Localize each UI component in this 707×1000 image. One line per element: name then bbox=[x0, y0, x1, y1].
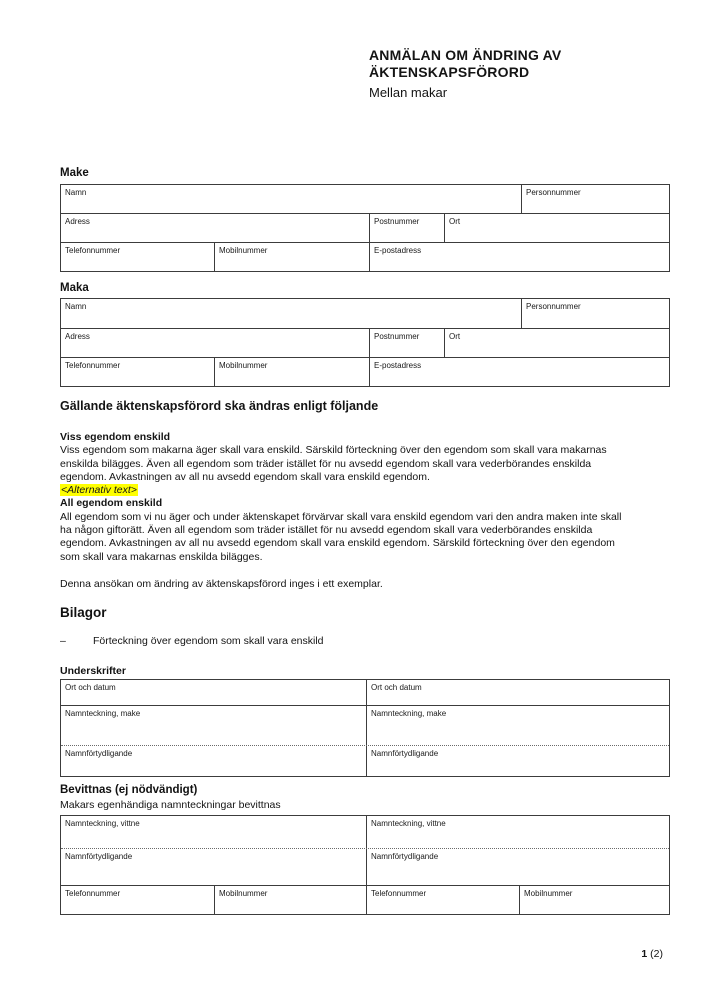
make-field-ort[interactable] bbox=[444, 214, 669, 242]
make-field-personnummer-label: Personnummer bbox=[526, 188, 581, 197]
document-title bbox=[369, 47, 561, 81]
witness-left-telefonnummer-field[interactable] bbox=[61, 886, 214, 914]
make-field-mobilnummer[interactable] bbox=[214, 243, 369, 271]
signature-left-namnfortydligande-field[interactable] bbox=[61, 746, 366, 776]
alternative-text-highlight: <Alternativ text> bbox=[61, 484, 137, 497]
maka-table bbox=[60, 298, 670, 387]
maka-field-ort[interactable] bbox=[444, 329, 669, 357]
title-line-1: ANMÄLAN OM ÄNDRING AV bbox=[369, 47, 562, 63]
document-subtitle: Mellan makar bbox=[369, 85, 448, 100]
bevittnas-heading: Bevittnas (ej nödvändigt) bbox=[60, 784, 198, 796]
signature-left-namnteckning-field[interactable] bbox=[61, 706, 366, 745]
make-field-telefonnummer-label: Telefonnummer bbox=[65, 246, 121, 255]
signature-right-namnteckning-field[interactable] bbox=[366, 706, 669, 745]
make-field-epostadress[interactable] bbox=[369, 243, 669, 271]
maka-field-mobilnummer-label: Mobilnummer bbox=[219, 361, 268, 370]
maka-field-personnummer[interactable] bbox=[521, 299, 669, 328]
bilagor-item-label: Förteckning över egendom som skall vara enskild bbox=[93, 635, 324, 647]
option1-heading: Viss egendom enskild bbox=[60, 431, 171, 443]
bilagor-heading: Bilagor bbox=[60, 605, 107, 620]
table-row bbox=[61, 848, 669, 885]
option2-paragraph: All egendom som vi nu äger och under äktenskapet förvärvar skall vara enskild egendom vari den andra maken inte skall ha någon giftorätt. Även all egendom som träder istället för nu avsedd egendom skall vara vederbörandes enskilda egendom. Avkastningen av all nu avsedd egendom skall vara enskild egendom. Särskild förteckning över den egendom som skall vara makarnas enskilda bilägges. bbox=[60, 510, 622, 563]
submission-note: Denna ansökan om ändring av äktenskapsförord inges i ett exemplar. bbox=[60, 577, 383, 590]
make-field-ort-label: Ort bbox=[449, 217, 461, 226]
table-row bbox=[61, 213, 669, 242]
signature-left-ort-datum-field[interactable] bbox=[61, 680, 366, 705]
page-number-current: 1 bbox=[641, 948, 648, 960]
make-field-adress-label: Adress bbox=[65, 217, 90, 226]
make-field-mobilnummer-label: Mobilnummer bbox=[219, 246, 268, 255]
witness-right-namnfortydligande-label: Namnförtydligande bbox=[371, 852, 439, 861]
maka-field-adress[interactable] bbox=[61, 329, 369, 357]
make-field-postnummer-label: Postnummer bbox=[374, 217, 420, 226]
maka-field-epostadress-label: E-postadress bbox=[374, 361, 422, 370]
table-row bbox=[61, 299, 669, 328]
witness-right-mobilnummer-label: Mobilnummer bbox=[524, 889, 573, 898]
maka-field-telefonnummer-label: Telefonnummer bbox=[65, 361, 121, 370]
amendment-section bbox=[60, 399, 625, 591]
make-field-namn[interactable] bbox=[61, 185, 521, 213]
maka-section-heading: Maka bbox=[60, 282, 89, 294]
maka-field-epostadress[interactable] bbox=[369, 358, 669, 386]
signature-right-namnteckning-label: Namnteckning, make bbox=[371, 709, 447, 718]
title-line-2: ÄKTENSKAPSFÖRORD bbox=[369, 64, 530, 80]
witness-right-namnteckning-field[interactable] bbox=[366, 816, 669, 848]
make-field-personnummer[interactable] bbox=[521, 185, 669, 213]
witness-left-telefonnummer-label: Telefonnummer bbox=[65, 889, 121, 898]
bilagor-item bbox=[60, 635, 324, 648]
document-header bbox=[369, 47, 561, 100]
maka-field-postnummer-label: Postnummer bbox=[374, 332, 420, 341]
make-field-telefonnummer[interactable] bbox=[61, 243, 214, 271]
witness-left-mobilnummer-label: Mobilnummer bbox=[219, 889, 268, 898]
table-row bbox=[61, 816, 669, 848]
maka-field-telefonnummer[interactable] bbox=[61, 358, 214, 386]
witness-left-mobilnummer-field[interactable] bbox=[214, 886, 366, 914]
table-row bbox=[61, 357, 669, 386]
underskrifter-table bbox=[60, 679, 670, 777]
signature-right-namnfortydligande-label: Namnförtydligande bbox=[371, 749, 439, 758]
underskrifter-heading: Underskrifter bbox=[60, 665, 126, 677]
witness-left-namnteckning-label: Namnteckning, vittne bbox=[65, 819, 140, 828]
maka-field-ort-label: Ort bbox=[449, 332, 461, 341]
table-row bbox=[61, 242, 669, 271]
witness-right-telefonnummer-label: Telefonnummer bbox=[371, 889, 427, 898]
make-field-namn-label: Namn bbox=[65, 188, 87, 197]
table-row bbox=[61, 328, 669, 357]
make-section-heading: Make bbox=[60, 167, 89, 179]
make-table bbox=[60, 184, 670, 272]
witness-right-telefonnummer-field[interactable] bbox=[366, 886, 519, 914]
witness-right-namnfortydligande-field[interactable] bbox=[366, 849, 669, 885]
table-row bbox=[61, 705, 669, 745]
witness-left-namnteckning-field[interactable] bbox=[61, 816, 366, 848]
page-number bbox=[641, 948, 663, 960]
bevittnas-subheading: Makars egenhändiga namnteckningar bevittnas bbox=[60, 799, 281, 811]
make-field-postnummer[interactable] bbox=[369, 214, 444, 242]
maka-field-postnummer[interactable] bbox=[369, 329, 444, 357]
witness-left-namnfortydligande-field[interactable] bbox=[61, 849, 366, 885]
signature-right-namnfortydligande-field[interactable] bbox=[366, 746, 669, 776]
page-number-total: (2) bbox=[650, 948, 663, 960]
maka-field-personnummer-label: Personnummer bbox=[526, 302, 581, 311]
table-row bbox=[61, 885, 669, 914]
signature-right-ort-datum-label: Ort och datum bbox=[371, 683, 422, 692]
witness-left-namnfortydligande-label: Namnförtydligande bbox=[65, 852, 133, 861]
maka-field-namn-label: Namn bbox=[65, 302, 87, 311]
witness-right-mobilnummer-field[interactable] bbox=[519, 886, 669, 914]
make-field-epostadress-label: E-postadress bbox=[374, 246, 422, 255]
table-row bbox=[61, 745, 669, 776]
option1-paragraph: Viss egendom som makarna äger skall vara enskild. Särskild förteckning över den egendom som skall vara makarnas enskilda bilägges. Även all egendom som träder istället för nu avsedd egendom skall vara vederbörandes enskilda egendom. Avkastningen av all nu avsedd egendom skall vara enskild egendom. bbox=[60, 444, 607, 483]
table-row bbox=[61, 680, 669, 705]
signature-left-namnfortydligande-label: Namnförtydligande bbox=[65, 749, 133, 758]
table-row bbox=[61, 185, 669, 213]
maka-field-adress-label: Adress bbox=[65, 332, 90, 341]
signature-left-namnteckning-label: Namnteckning, make bbox=[65, 709, 141, 718]
option2-heading: All egendom enskild bbox=[60, 497, 163, 510]
amendment-heading: Gällande äktenskapsförord ska ändras enligt följande bbox=[60, 399, 379, 413]
maka-field-namn[interactable] bbox=[61, 299, 521, 328]
bevittnas-table bbox=[60, 815, 670, 915]
signature-right-ort-datum-field[interactable] bbox=[366, 680, 669, 705]
maka-field-mobilnummer[interactable] bbox=[214, 358, 369, 386]
make-field-adress[interactable] bbox=[61, 214, 369, 242]
witness-right-namnteckning-label: Namnteckning, vittne bbox=[371, 819, 446, 828]
bilagor-item-bullet: – bbox=[60, 635, 66, 647]
signature-left-ort-datum-label: Ort och datum bbox=[65, 683, 116, 692]
alternative-text-line bbox=[60, 484, 625, 497]
